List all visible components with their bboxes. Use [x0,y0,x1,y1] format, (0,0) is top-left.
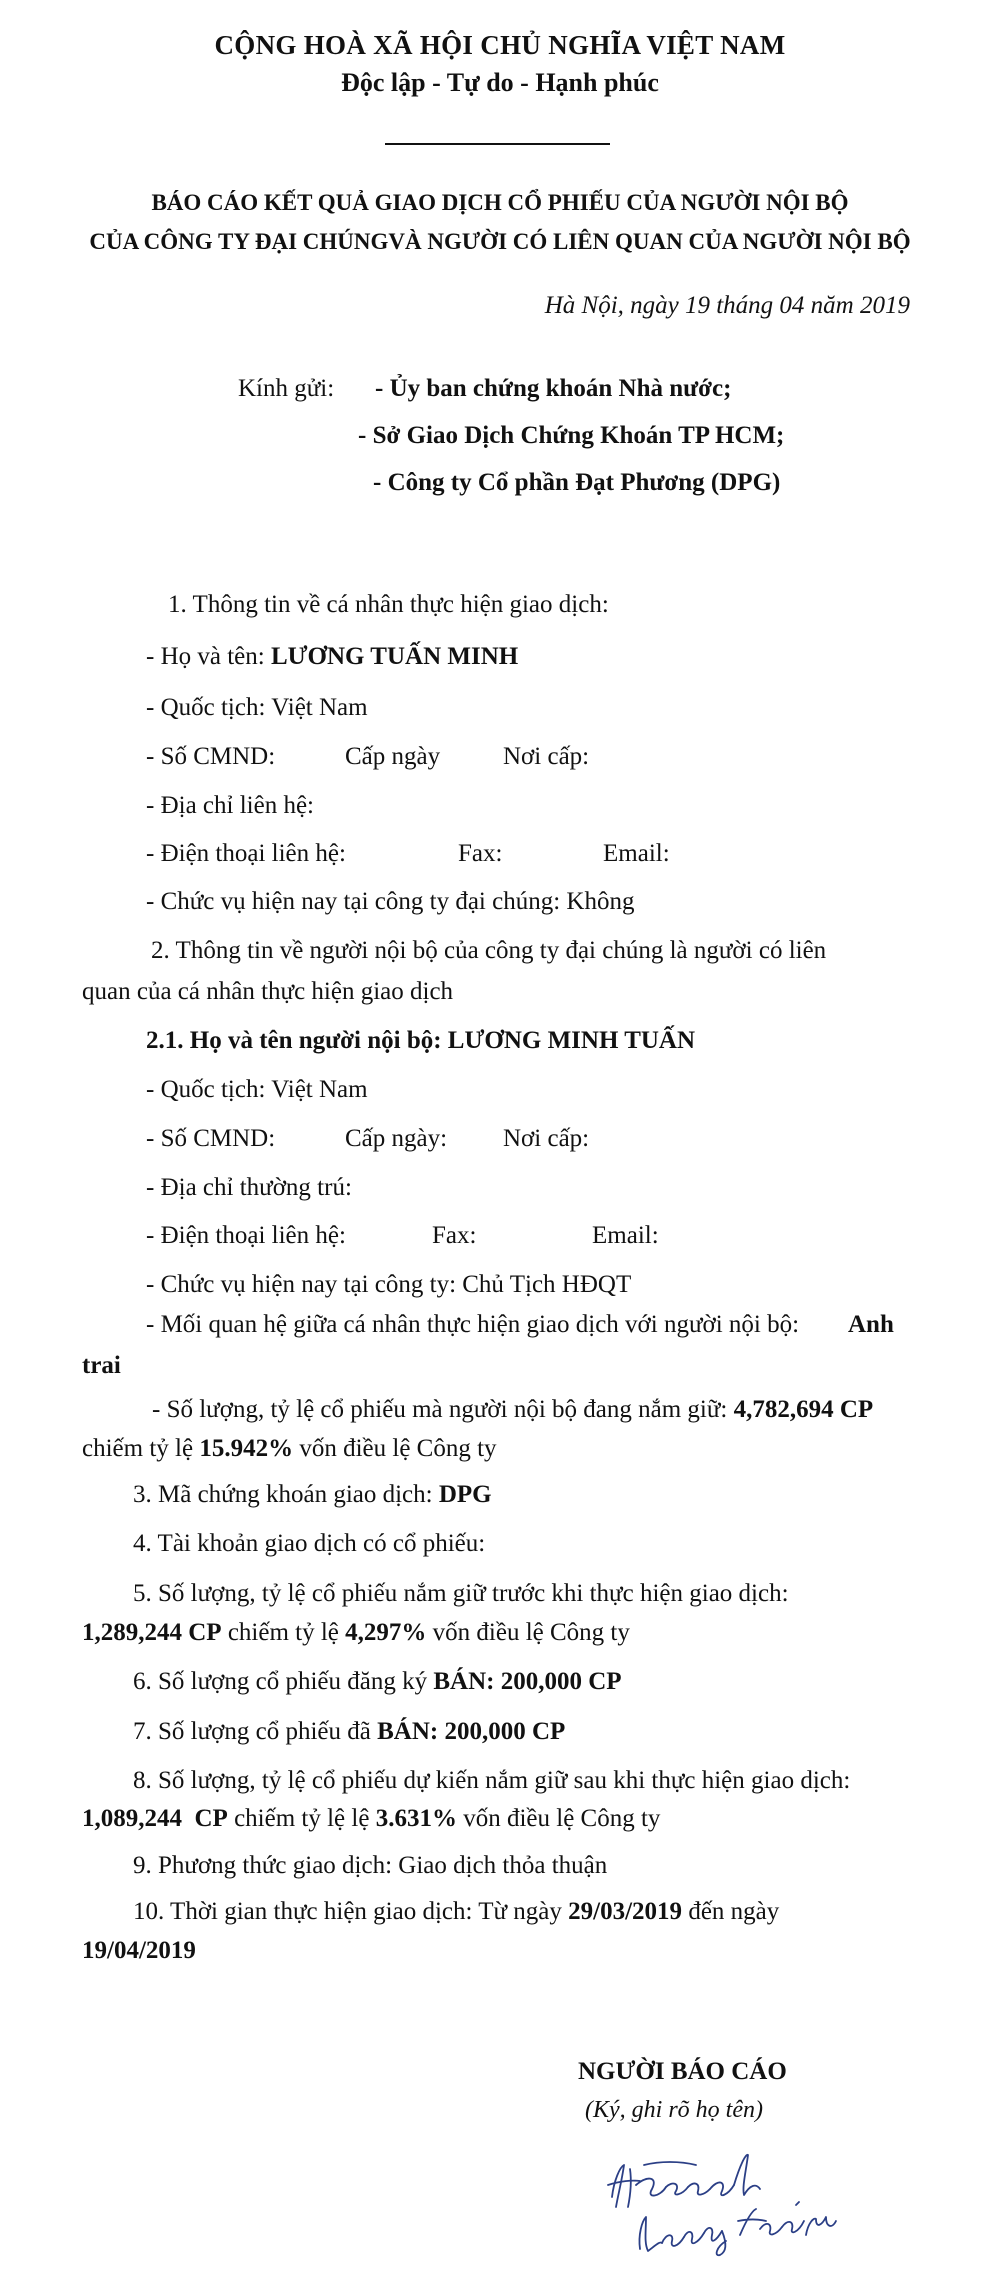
section2-phone: - Điện thoại liên hệ: [146,1222,346,1249]
report-title-line-1: BÁO CÁO KẾT QUẢ GIAO DỊCH CỔ PHIẾU CỦA NGƯỜI NỘI BỘ [151,190,849,215]
national-title: CỘNG HOÀ XÃ HỘI CHỦ NGHĨA VIỆT NAM [214,30,786,60]
section2-email: Email: [592,1222,659,1249]
section6-row [133,1668,622,1696]
stock-code: DPG [438,1481,492,1508]
section1-id-issue-place: Nơi cấp: [503,743,590,770]
section1-address: - Địa chỉ liên hệ: [146,792,314,819]
addressee-item: - Công ty Cổ phần Đạt Phương (DPG) [373,469,781,496]
section6-value: BÁN: 200,000 CP [433,1668,622,1695]
signer-title: NGƯỜI BÁO CÁO [578,2058,787,2085]
section2-heading-line1: 2. Thông tin về người nội bộ của công ty đại chúng là người có liên [151,937,827,964]
section7-label: 7. Số lượng cổ phiếu đã [133,1718,378,1745]
section2-fax: Fax: [432,1222,477,1249]
section6-label: 6. Số lượng cổ phiếu đăng ký [133,1668,434,1695]
holding-ratio-label: chiếm tỷ lệ [82,1435,200,1462]
section10-mid: đến ngày [682,1898,780,1925]
section5-label: 5. Số lượng, tỷ lệ cổ phiếu nắm giữ trước khi thực hiện giao dịch: [133,1580,789,1607]
section8-mid: chiếm tỷ lệ lệ [227,1805,376,1832]
holding-ratio-row [82,1435,497,1463]
insider-name-row [146,1027,695,1055]
section1-id-label: - Số CMND: [146,743,276,770]
section5-shares: 1,289,244 CP [82,1619,222,1646]
section1-id-issue-date: Cấp ngày [345,743,441,770]
section8-ratio: 3.631% [375,1805,457,1832]
section7-row [133,1718,565,1746]
relation-value-1: Anh [848,1311,894,1338]
section2-address: - Địa chỉ thường trú: [146,1174,352,1201]
section4-row: 4. Tài khoản giao dịch có cổ phiếu: [133,1530,486,1557]
name-value: LƯƠNG TUẤN MINH [270,643,519,670]
relation-label: - Mối quan hệ giữa cá nhân thực hiện giao dịch với người nội bộ: [146,1311,800,1338]
section8-suffix: vốn điều lệ Công ty [456,1805,661,1832]
report-date: Hà Nội, ngày 19 tháng 04 năm 2019 [544,292,910,319]
holding-ratio-suffix: vốn điều lệ Công ty [293,1435,497,1462]
holding-ratio: 15.942% [199,1435,294,1462]
section10-row [133,1898,779,1926]
relation-row [146,1311,799,1339]
section1-heading: 1. Thông tin về cá nhân thực hiện giao dịch: [168,591,609,618]
addressee-item: - Ủy ban chứng khoán Nhà nước; [375,375,732,402]
section5-values [82,1619,630,1647]
section10-label: 10. Thời gian thực hiện giao dịch: Từ ngày [133,1898,569,1925]
section5-suffix: vốn điều lệ Công ty [426,1619,630,1646]
holding-row [152,1396,873,1424]
section8-label: 8. Số lượng, tỷ lệ cổ phiếu dự kiến nắm giữ sau khi thực hiện giao dịch: [133,1767,851,1794]
section1-nationality: - Quốc tịch: Việt Nam [146,694,368,721]
section2-id-issue-date: Cấp ngày: [345,1125,448,1152]
name-label: - Họ và tên: [146,643,271,670]
section1-position: - Chức vụ hiện nay tại công ty đại chúng: Không [146,888,635,915]
section5-ratio: 4,297% [345,1619,427,1646]
section2-nationality: - Quốc tịch: Việt Nam [146,1076,368,1103]
addressee-label: Kính gửi: [238,375,335,402]
holding-shares: 4,782,694 CP [733,1396,874,1423]
national-motto: Độc lập - Tự do - Hạnh phúc [341,68,659,97]
header-divider [385,143,610,145]
section2-id-label: - Số CMND: [146,1125,276,1152]
section8-shares: 1,089,244 CP [82,1805,228,1832]
insider-name: LƯƠNG MINH TUẤN [447,1027,696,1054]
section10-from: 29/03/2019 [568,1898,683,1925]
section1-email: Email: [603,840,670,867]
report-title-line-2: CỦA CÔNG TY ĐẠI CHÚNGVÀ NGƯỜI CÓ LIÊN QUAN CỦA NGƯỜI NỘI BỘ [89,229,911,254]
insider-label: 2.1. Họ và tên người nội bộ: [146,1027,448,1054]
section1-fax: Fax: [458,840,503,867]
stock-code-label: 3. Mã chứng khoán giao dịch: [133,1481,439,1508]
handwritten-signature [600,2125,850,2275]
signer-note: (Ký, ghi rõ họ tên) [585,2097,763,2123]
holding-label: - Số lượng, tỷ lệ cổ phiếu mà người nội bộ đang nắm giữ: [152,1396,734,1423]
section1-name-row [146,643,518,671]
section7-value: BÁN: 200,000 CP [377,1718,566,1745]
relation-value-2: trai [82,1352,121,1379]
section8-values [82,1805,660,1833]
section3-row [133,1481,492,1509]
section2-id-issue-place: Nơi cấp: [503,1125,590,1152]
section9-row: 9. Phương thức giao dịch: Giao dịch thỏa thuận [133,1852,608,1879]
section5-mid: chiếm tỷ lệ [221,1619,346,1646]
section2-position: - Chức vụ hiện nay tại công ty: Chủ Tịch HĐQT [146,1271,632,1298]
section10-to: 19/04/2019 [82,1937,196,1964]
section2-heading-line2: quan của cá nhân thực hiện giao dịch [82,978,454,1005]
addressee-item: - Sở Giao Dịch Chứng Khoán TP HCM; [358,422,785,449]
section1-phone: - Điện thoại liên hệ: [146,840,346,867]
